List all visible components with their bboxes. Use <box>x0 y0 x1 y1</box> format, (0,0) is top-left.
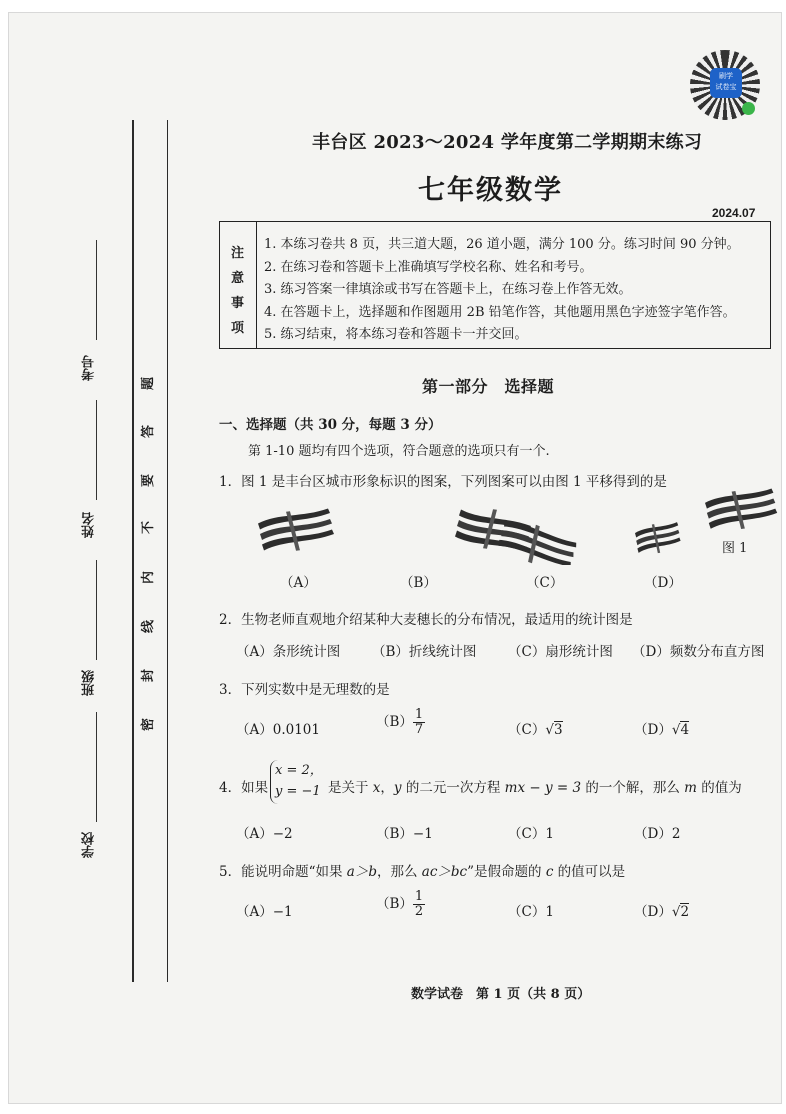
seal-char: 密 <box>141 717 157 732</box>
exam-date: 2024.07 <box>712 206 756 220</box>
q1-option-a[interactable]: （A） <box>280 575 317 591</box>
seal-char: 题 <box>141 376 157 391</box>
notice-line: 3. 练习答案一律填涂或书写在答题卡上，在练习卷上作答无效。 <box>264 282 632 297</box>
qr-code-icon[interactable] <box>690 50 760 120</box>
q4-option-c[interactable]: （C）1 <box>508 826 554 842</box>
var-m: m <box>684 780 697 796</box>
sqrt-icon: √ <box>671 722 681 738</box>
q4-prefix: 4．如果 <box>219 780 269 796</box>
q1-option-b[interactable]: （B） <box>400 575 437 591</box>
seal-char: 不 <box>141 520 157 535</box>
q4-text: 的值为 <box>696 780 742 796</box>
q1-figures <box>250 485 780 565</box>
seal-char: 内 <box>141 570 157 585</box>
option-label: （C） <box>508 722 546 738</box>
system-eq-1: x = 2， <box>275 763 323 778</box>
notice-heading-char: 注 <box>231 246 245 261</box>
option-label: （B） <box>376 896 413 912</box>
seal-char: 线 <box>141 619 157 634</box>
notice-heading-char: 事 <box>231 296 245 311</box>
page-footer: 数学试卷 第 1 页（共 8 页） <box>411 987 591 1002</box>
option-label: （D） <box>634 722 672 738</box>
name-label: 姓名 <box>82 512 97 538</box>
notice-heading-char: 项 <box>231 321 245 336</box>
fraction <box>413 708 425 737</box>
q3-option-d[interactable] <box>634 718 689 738</box>
q3-option-b[interactable] <box>376 708 425 737</box>
q5-text: ，那么 <box>377 864 422 880</box>
school-line <box>96 712 97 822</box>
q5-text: 的值可以是 <box>553 864 626 880</box>
subject-title: 七年级数学 <box>418 175 563 206</box>
q2-option-c[interactable]: （C）扇形统计图 <box>508 644 613 660</box>
q1-option-c[interactable]: （C） <box>526 575 564 591</box>
fraction <box>413 890 425 919</box>
q5-option-a[interactable]: （A）−1 <box>236 904 293 920</box>
seal-char: 答 <box>141 424 157 439</box>
notice-line: 5. 练习结束，将本练习卷和答题卡一并交回。 <box>264 327 528 342</box>
denominator: 2 <box>414 904 424 919</box>
q3-option-a[interactable]: （A）0.0101 <box>236 722 320 738</box>
q5-text: 5．能说明命题“如果 <box>219 864 347 880</box>
figure-1-label: 图 1 <box>722 541 748 556</box>
option-d-figure <box>635 522 681 553</box>
q4-option-b[interactable]: （B）−1 <box>376 826 433 842</box>
var-y: y <box>393 780 402 796</box>
class-line <box>96 560 97 660</box>
numerator: 1 <box>414 889 424 904</box>
section-title: 一、选择题（共 30 分，每题 3 分） <box>219 417 442 433</box>
notice-heading <box>220 222 257 348</box>
sqrt-icon: √ <box>545 722 554 738</box>
notice-line: 4. 在答题卡上，选择题和作图题用 2B 铅笔作答，其他题用黑色字迹签字笔作答。 <box>264 305 736 320</box>
option-label: （D） <box>634 904 672 920</box>
q5-option-d[interactable] <box>634 900 689 920</box>
q4-option-a[interactable]: （A）−2 <box>236 826 293 842</box>
radicand: 2 <box>680 904 690 920</box>
question-5 <box>219 860 625 880</box>
q5-option-c[interactable]: （C）1 <box>508 904 554 920</box>
exam-no-line <box>96 240 97 340</box>
var-x: x <box>372 780 381 796</box>
q2-option-d[interactable]: （D）频数分布直方图 <box>632 644 765 660</box>
notice-line: 2. 在练习卷和答题卡上准确填写学校名称、姓名和考号。 <box>264 260 593 275</box>
q4-text: 的一个解，那么 <box>581 780 685 796</box>
question-4 <box>219 776 268 796</box>
radicand: 4 <box>680 722 690 738</box>
exam-no-label: 考号 <box>82 355 97 381</box>
question-4-text <box>328 776 742 796</box>
class-label: 班级 <box>82 670 97 696</box>
option-a-figure <box>258 509 334 551</box>
q4-text: 是关于 <box>328 780 373 796</box>
question-1: 1．图 1 是丰台区城市形象标识的图案，下列图案可以由图 1 平移得到的是 <box>219 474 667 490</box>
exam-title: 丰台区 2023～2024 学年度第二学期期末练习 <box>312 132 703 153</box>
sqrt-icon: √ <box>671 904 681 920</box>
qr-badge-icon <box>742 102 755 115</box>
q2-option-b[interactable]: （B）折线统计图 <box>372 644 477 660</box>
binding-rule <box>132 120 134 982</box>
system-eq-2: y = −1 <box>275 784 321 799</box>
q1-option-d[interactable]: （D） <box>644 575 682 591</box>
option-label: （B） <box>376 714 413 730</box>
binding-rule-inner <box>167 120 168 982</box>
school-label: 学校 <box>82 832 97 858</box>
figure-1 <box>705 488 777 528</box>
notice-line: 1. 本练习卷共 8 页，共三道大题，26 道小题，满分 100 分。练习时间 90 分钟。 <box>264 237 740 252</box>
question-2: 2．生物老师直观地介绍某种大麦穗长的分布情况，最适用的统计图是 <box>219 612 633 628</box>
equation: mx − y = 3 <box>504 780 582 796</box>
condition-2: ac＞bc <box>421 864 468 880</box>
q2-option-a[interactable]: （A）条形统计图 <box>236 644 341 660</box>
q4-option-d[interactable]: （D）2 <box>634 826 681 842</box>
radicand: 3 <box>553 722 563 738</box>
condition-1: a＞b <box>346 864 377 880</box>
qr-logo <box>710 68 742 98</box>
notice-box <box>219 221 771 349</box>
seal-char: 封 <box>141 668 157 683</box>
denominator: 7 <box>414 722 424 737</box>
numerator: 1 <box>414 707 424 722</box>
notice-heading-char: 意 <box>231 271 245 286</box>
name-line <box>96 400 97 500</box>
q4-text: ， <box>380 780 394 796</box>
part-title: 第一部分 选择题 <box>422 377 555 396</box>
q4-text: 的二元一次方程 <box>401 780 505 796</box>
seal-char: 要 <box>141 473 157 488</box>
qr-logo-text: 刷学 <box>719 72 733 80</box>
q3-option-c[interactable] <box>508 718 563 738</box>
option-c-figure <box>493 508 582 565</box>
q5-text: ”是假命题的 <box>467 864 546 880</box>
section-instruction: 第 1-10 题均有四个选项，符合题意的选项只有一个. <box>248 444 550 459</box>
equation-system <box>270 760 323 804</box>
qr-logo-text: 试卷宝 <box>715 83 737 91</box>
q5-option-b[interactable] <box>376 890 425 919</box>
question-3: 3．下列实数中是无理数的是 <box>219 682 390 698</box>
var-c: c <box>545 864 554 880</box>
